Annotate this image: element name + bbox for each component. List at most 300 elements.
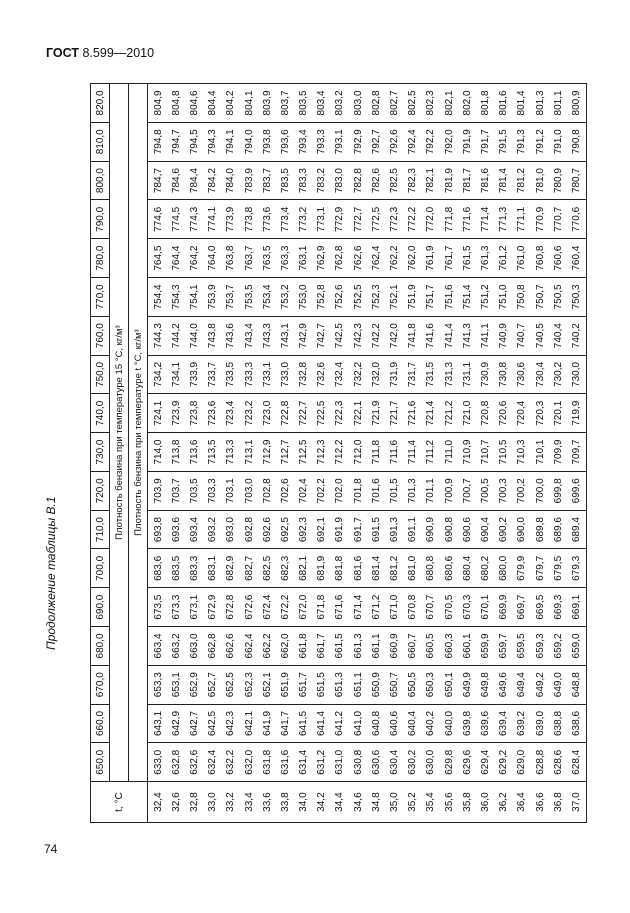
density-cell: 659,5 [513,627,531,666]
density-cell: 712,9 [258,433,276,472]
density-cell: 701,1 [422,471,440,510]
density-cell: 699,6 [567,471,586,510]
density-cell: 629,2 [495,743,513,782]
density-cell: 742,3 [349,316,367,355]
density-cell: 804,2 [222,84,240,123]
density-cell: 651,7 [295,665,313,704]
density-cell: 722,1 [349,394,367,433]
density-cell: 782,5 [385,161,403,200]
density-cell: 761,9 [422,239,440,278]
density-cell: 679,7 [531,549,549,588]
density-cell: 660,3 [440,627,458,666]
density-cell: 802,5 [404,84,422,123]
density-column-header: 750,0 [91,355,110,394]
density-cell: 631,2 [313,743,331,782]
density-cell: 651,3 [331,665,349,704]
density-table [90,83,587,823]
density-cell: 761,7 [440,239,458,278]
density-cell: 800,9 [567,84,586,123]
density-cell: 774,1 [204,200,222,239]
density-cell: 722,5 [313,394,331,433]
density-cell: 670,7 [422,588,440,627]
density-cell: 772,9 [331,200,349,239]
density-cell: 740,7 [513,316,531,355]
density-cell: 731,5 [422,355,440,394]
density-cell: 791,3 [513,122,531,161]
density-cell: 629,0 [513,743,531,782]
density-cell: 642,9 [167,704,185,743]
density-cell: 783,2 [313,161,331,200]
density-column-header: 680,0 [91,627,110,666]
density-cell: 762,0 [404,239,422,278]
density-cell: 783,0 [331,161,349,200]
density-cell: 772,5 [367,200,385,239]
span-header-top: Плотность бензина при температуре 15 °С, кг/м³ [110,84,129,782]
density-cell: 630,0 [422,743,440,782]
density-cell: 773,9 [222,200,240,239]
temperature-cell: 34,8 [367,782,385,823]
density-cell: 773,6 [258,200,276,239]
density-cell: 780,9 [549,161,567,200]
density-cell: 649,9 [458,665,476,704]
density-cell: 754,3 [167,278,185,317]
density-cell: 771,8 [440,200,458,239]
density-cell: 650,5 [404,665,422,704]
page-number: 74 [44,842,58,856]
density-cell: 804,1 [240,84,258,123]
density-cell: 753,0 [295,278,313,317]
density-cell: 660,1 [458,627,476,666]
density-cell: 652,9 [185,665,203,704]
density-cell: 681,9 [313,549,331,588]
density-cell: 659,2 [549,627,567,666]
density-cell: 733,3 [240,355,258,394]
density-cell: 741,4 [440,316,458,355]
density-cell: 649,8 [476,665,494,704]
table-row [185,84,203,823]
density-cell: 660,9 [385,627,403,666]
density-cell: 762,9 [313,239,331,278]
density-cell: 751,0 [495,278,513,317]
density-cell: 750,8 [513,278,531,317]
density-column-header: 800,0 [91,161,110,200]
density-cell: 802,3 [422,84,440,123]
density-cell: 631,8 [258,743,276,782]
density-cell: 773,4 [276,200,294,239]
density-cell: 762,2 [385,239,403,278]
density-cell: 771,6 [458,200,476,239]
density-cell: 730,6 [513,355,531,394]
density-cell: 703,7 [167,471,185,510]
density-cell: 702,8 [258,471,276,510]
density-cell: 770,9 [531,200,549,239]
density-cell: 702,4 [295,471,313,510]
density-cell: 731,7 [404,355,422,394]
density-cell: 753,9 [204,278,222,317]
density-cell: 630,2 [404,743,422,782]
density-cell: 693,4 [185,510,203,549]
density-cell: 703,5 [185,471,203,510]
table-row [148,84,168,823]
density-cell: 790,8 [567,122,586,161]
density-cell: 628,8 [531,743,549,782]
temperature-cell: 35,8 [458,782,476,823]
density-cell: 672,8 [222,588,240,627]
density-cell: 700,7 [458,471,476,510]
density-cell: 642,7 [185,704,203,743]
density-cell: 740,4 [549,316,567,355]
span-header-bottom: Плотность бензина при температуре t °С, кг/м³ [129,84,148,782]
density-cell: 804,6 [185,84,203,123]
density-cell: 661,8 [295,627,313,666]
density-cell: 712,2 [331,433,349,472]
density-cell: 681,4 [367,549,385,588]
table-row [385,84,403,823]
density-cell: 742,0 [385,316,403,355]
density-cell: 643,1 [148,704,168,743]
density-cell: 794,7 [167,122,185,161]
density-cell: 741,8 [404,316,422,355]
density-cell: 774,5 [167,200,185,239]
density-column-header: 670,0 [91,665,110,704]
table-row [276,84,294,823]
density-cell: 681,2 [385,549,403,588]
document-header [46,46,154,60]
density-cell: 722,3 [331,394,349,433]
temperature-cell: 36,2 [495,782,513,823]
density-cell: 721,4 [422,394,440,433]
density-cell: 683,6 [148,549,168,588]
density-cell: 639,4 [495,704,513,743]
density-cell: 692,3 [295,510,313,549]
density-cell: 629,8 [440,743,458,782]
density-cell: 682,7 [240,549,258,588]
temperature-cell: 35,4 [422,782,440,823]
density-cell: 691,5 [367,510,385,549]
density-cell: 662,6 [222,627,240,666]
density-cell: 670,5 [440,588,458,627]
temperature-cell: 35,6 [440,782,458,823]
density-cell: 701,3 [404,471,422,510]
density-cell: 714,0 [148,433,168,472]
density-cell: 703,0 [240,471,258,510]
density-cell: 689,8 [531,510,549,549]
density-cell: 690,9 [422,510,440,549]
table-row [258,84,276,823]
density-cell: 673,5 [148,588,168,627]
density-cell: 734,2 [148,355,168,394]
density-cell: 762,4 [367,239,385,278]
density-cell: 641,0 [349,704,367,743]
table-row [222,84,240,823]
density-cell: 641,7 [276,704,294,743]
density-cell: 701,6 [367,471,385,510]
density-cell: 734,1 [167,355,185,394]
temperature-cell: 32,4 [148,782,168,823]
density-cell: 750,7 [531,278,549,317]
density-cell: 679,3 [567,549,586,588]
temperature-cell: 36,4 [513,782,531,823]
density-cell: 710,9 [458,433,476,472]
density-cell: 701,8 [349,471,367,510]
density-cell: 642,1 [240,704,258,743]
density-cell: 741,3 [458,316,476,355]
density-cell: 731,1 [458,355,476,394]
temperature-cell: 36,8 [549,782,567,823]
density-cell: 702,6 [276,471,294,510]
density-cell: 640,4 [404,704,422,743]
density-cell: 803,7 [276,84,294,123]
density-cell: 669,9 [495,588,513,627]
density-cell: 652,3 [240,665,258,704]
density-cell: 669,5 [531,588,549,627]
density-cell: 661,3 [349,627,367,666]
table-body [148,84,587,823]
density-cell: 703,9 [148,471,168,510]
density-cell: 752,5 [349,278,367,317]
density-cell: 639,6 [476,704,494,743]
density-cell: 650,9 [367,665,385,704]
density-cell: 792,7 [367,122,385,161]
density-cell: 730,8 [495,355,513,394]
density-cell: 672,6 [240,588,258,627]
standard-code: 8.599—2010 [82,46,155,60]
density-cell: 670,8 [404,588,422,627]
density-cell: 793,4 [295,122,313,161]
density-cell: 632,0 [240,743,258,782]
density-cell: 661,7 [313,627,331,666]
density-cell: 693,8 [148,510,168,549]
density-cell: 712,7 [276,433,294,472]
density-cell: 693,0 [222,510,240,549]
density-cell: 702,2 [313,471,331,510]
temperature-header: t, °C [91,782,148,823]
standard-label: ГОСТ [46,46,79,60]
density-cell: 762,8 [331,239,349,278]
density-cell: 732,2 [349,355,367,394]
table-caption: Продолжение таблицы В.1 [44,496,58,650]
density-cell: 782,3 [404,161,422,200]
density-cell: 741,6 [422,316,440,355]
density-cell: 679,5 [549,549,567,588]
density-cell: 792,2 [422,122,440,161]
table-row [495,84,513,823]
density-cell: 794,1 [222,122,240,161]
density-cell: 680,4 [458,549,476,588]
density-cell: 663,0 [185,627,203,666]
density-cell: 669,7 [513,588,531,627]
table-row [349,84,367,823]
density-cell: 751,9 [404,278,422,317]
density-cell: 781,2 [513,161,531,200]
density-cell: 762,6 [349,239,367,278]
table-row [440,84,458,823]
density-cell: 721,9 [367,394,385,433]
density-cell: 802,1 [440,84,458,123]
table-header [91,84,148,823]
density-cell: 663,2 [167,627,185,666]
density-cell: 784,0 [222,161,240,200]
density-cell: 760,8 [531,239,549,278]
density-cell: 632,8 [167,743,185,782]
table-row [313,84,331,823]
table-row [567,84,586,823]
table-row [513,84,531,823]
density-column-header: 690,0 [91,588,110,627]
density-cell: 802,7 [385,84,403,123]
density-cell: 701,5 [385,471,403,510]
density-cell: 793,1 [331,122,349,161]
density-cell: 630,8 [349,743,367,782]
density-cell: 803,4 [313,84,331,123]
density-cell: 784,7 [148,161,168,200]
density-cell: 631,6 [276,743,294,782]
density-cell: 632,4 [204,743,222,782]
density-cell: 632,2 [222,743,240,782]
table-row [476,84,494,823]
density-column-header: 760,0 [91,316,110,355]
density-cell: 661,1 [367,627,385,666]
density-cell: 764,5 [148,239,168,278]
density-cell: 804,9 [148,84,168,123]
density-cell: 712,5 [295,433,313,472]
density-cell: 713,3 [222,433,240,472]
density-cell: 631,4 [295,743,313,782]
density-cell: 689,6 [549,510,567,549]
temperature-cell: 33,0 [204,782,222,823]
density-cell: 659,7 [495,627,513,666]
density-cell: 750,5 [549,278,567,317]
density-cell: 662,8 [204,627,222,666]
density-cell: 771,4 [476,200,494,239]
density-cell: 740,9 [495,316,513,355]
table-row [549,84,567,823]
density-cell: 659,3 [531,627,549,666]
temperature-cell: 34,0 [295,782,313,823]
density-column-header: 700,0 [91,549,110,588]
density-cell: 730,9 [476,355,494,394]
density-cell: 751,7 [422,278,440,317]
density-cell: 721,7 [385,394,403,433]
density-cell: 740,5 [531,316,549,355]
density-cell: 641,5 [295,704,313,743]
density-cell: 669,1 [567,588,586,627]
density-cell: 794,3 [204,122,222,161]
density-cell: 691,7 [349,510,367,549]
density-cell: 772,2 [404,200,422,239]
density-cell: 693,6 [167,510,185,549]
density-cell: 794,0 [240,122,258,161]
density-cell: 652,7 [204,665,222,704]
density-cell: 720,3 [531,394,549,433]
density-cell: 683,1 [204,549,222,588]
density-cell: 638,8 [549,704,567,743]
density-cell: 754,1 [185,278,203,317]
density-cell: 723,0 [258,394,276,433]
density-cell: 671,2 [367,588,385,627]
density-cell: 673,1 [185,588,203,627]
density-cell: 752,3 [367,278,385,317]
density-cell: 761,2 [495,239,513,278]
density-cell: 648,8 [567,665,586,704]
density-cell: 743,8 [204,316,222,355]
density-cell: 629,6 [458,743,476,782]
density-cell: 764,0 [204,239,222,278]
density-cell: 801,6 [495,84,513,123]
density-cell: 793,3 [313,122,331,161]
density-cell: 690,6 [458,510,476,549]
density-cell: 791,0 [549,122,567,161]
density-cell: 641,4 [313,704,331,743]
density-cell: 801,8 [476,84,494,123]
density-cell: 772,3 [385,200,403,239]
density-cell: 682,3 [276,549,294,588]
density-cell: 628,4 [567,743,586,782]
density-cell: 630,4 [385,743,403,782]
density-cell: 660,5 [422,627,440,666]
density-cell: 753,5 [240,278,258,317]
density-cell: 682,9 [222,549,240,588]
density-cell: 700,0 [531,471,549,510]
density-cell: 649,6 [495,665,513,704]
density-cell: 720,4 [513,394,531,433]
density-cell: 723,8 [185,394,203,433]
table-row [531,84,549,823]
temperature-cell: 34,2 [313,782,331,823]
density-cell: 773,8 [240,200,258,239]
density-cell: 783,3 [295,161,313,200]
density-cell: 763,7 [240,239,258,278]
density-cell: 700,9 [440,471,458,510]
density-cell: 723,2 [240,394,258,433]
density-cell: 710,7 [476,433,494,472]
density-cell: 763,1 [295,239,313,278]
density-cell: 792,4 [404,122,422,161]
density-cell: 652,5 [222,665,240,704]
density-cell: 772,0 [422,200,440,239]
density-cell: 792,9 [349,122,367,161]
density-cell: 791,5 [495,122,513,161]
density-cell: 672,0 [295,588,313,627]
density-cell: 801,1 [549,84,567,123]
density-cell: 802,0 [458,84,476,123]
density-cell: 723,9 [167,394,185,433]
density-cell: 631,0 [331,743,349,782]
temperature-cell: 36,6 [531,782,549,823]
density-cell: 804,8 [167,84,185,123]
density-cell: 723,4 [222,394,240,433]
table-row [422,84,440,823]
density-cell: 742,2 [367,316,385,355]
density-cell: 662,0 [276,627,294,666]
density-cell: 733,5 [222,355,240,394]
density-cell: 692,6 [258,510,276,549]
density-cell: 653,1 [167,665,185,704]
table-row [458,84,476,823]
density-cell: 721,2 [440,394,458,433]
density-cell: 784,2 [204,161,222,200]
density-column-header: 650,0 [91,743,110,782]
density-cell: 742,5 [331,316,349,355]
density-cell: 750,3 [567,278,586,317]
density-cell: 783,7 [258,161,276,200]
density-cell: 742,7 [313,316,331,355]
density-cell: 743,1 [276,316,294,355]
density-cell: 711,2 [422,433,440,472]
density-cell: 700,3 [495,471,513,510]
density-cell: 719,9 [567,394,586,433]
density-cell: 770,7 [549,200,567,239]
